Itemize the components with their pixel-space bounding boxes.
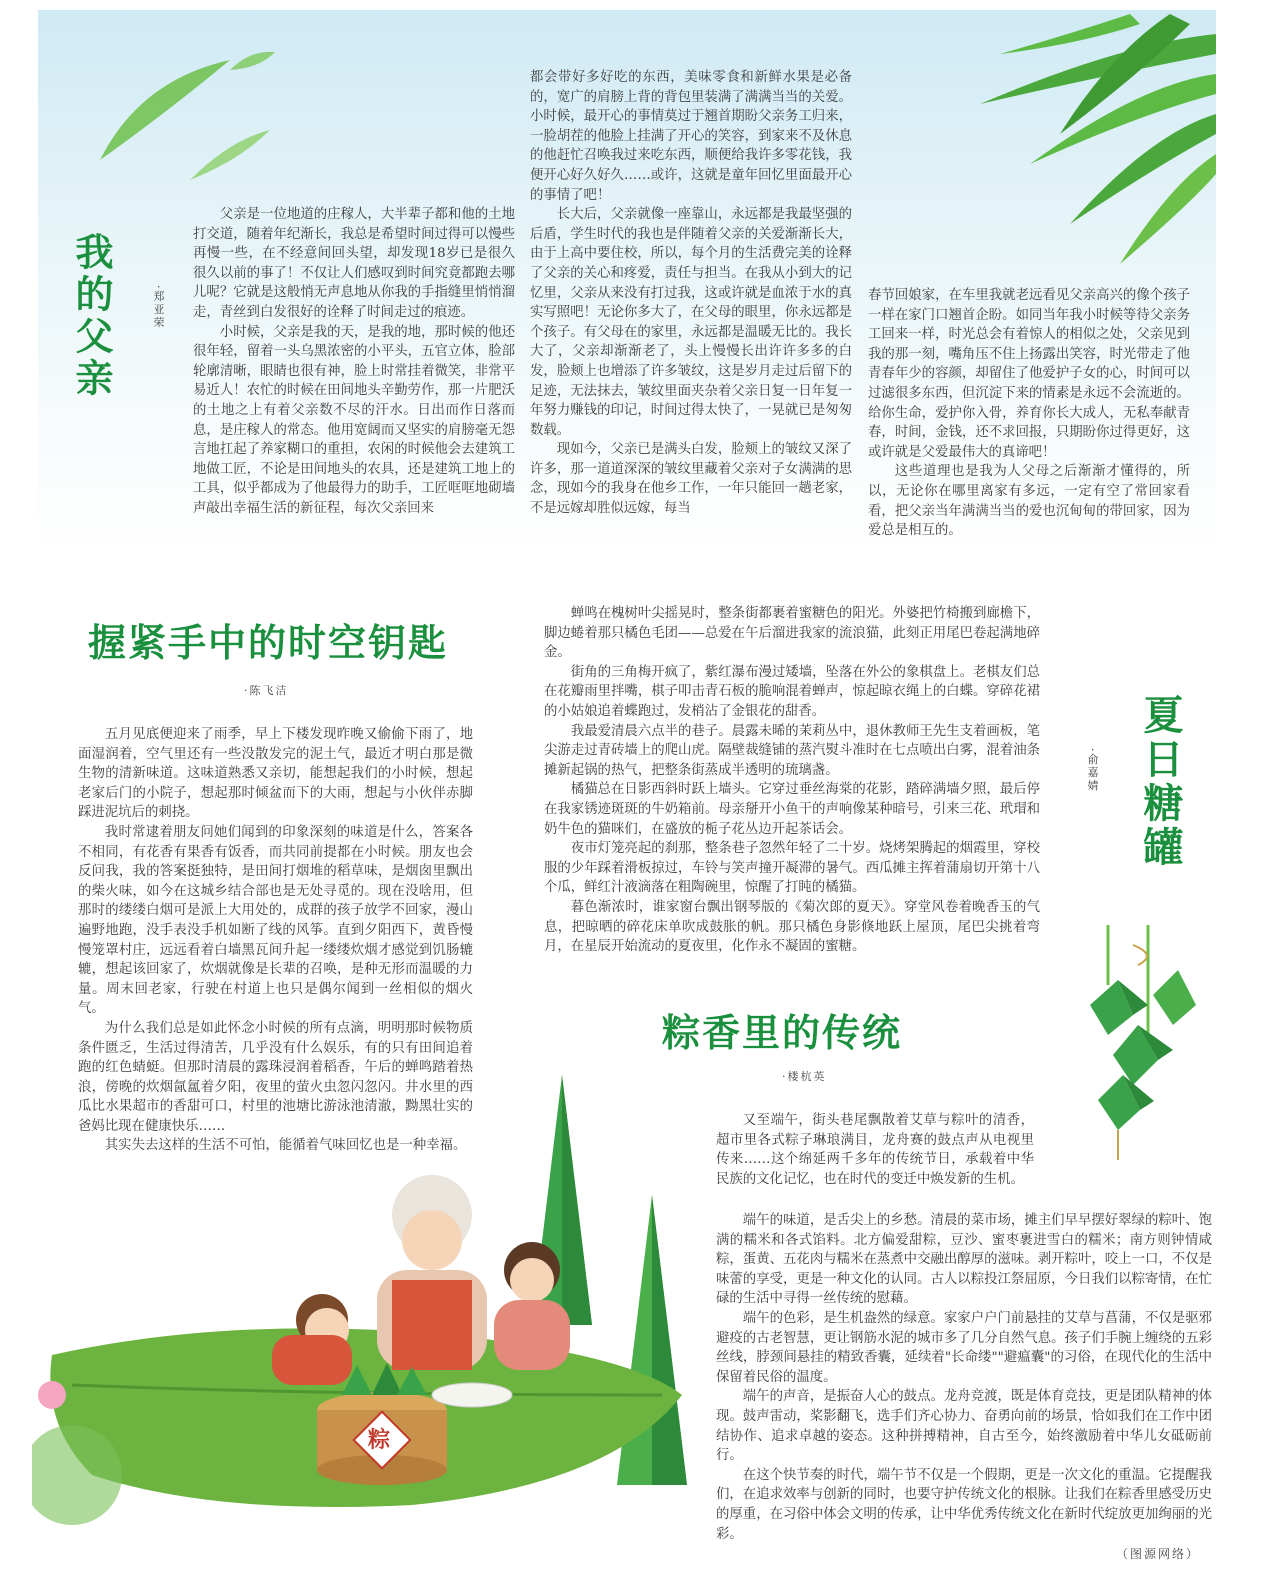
article1-column-1 — [193, 205, 515, 519]
paragraph: 为什么我们总是如此怀念小时候的所有点滴，明明那时候物质条件匮乏，生活过得清苦，几乎没有什么娱乐，有的只有田间追着跑的红色蜻蜓。但那时清晨的露珠浸润着稻香，午后的蝉鸣踏着热浪，傍晚的炊烟氤氲着夕阳，夜里的萤火虫忽闪忽闪。井水里的西瓜比水果超市的香甜可口，村里的池塘比游泳池清澈，黝黑壮实的爸妈比现在健康快乐…… — [78, 1020, 473, 1134]
paragraph: 街角的三角梅开疯了，紫红瀑布漫过矮墙，坠落在外公的象棋盘上。老棋友们总在花瓣雨里拌嘴，棋子叩击青石板的脆响混着蝉声，惊起晾衣绳上的白蝶。穿碎花裙的小姑娘追着蝶跑过，发梢沾了金银花的甜香。 — [544, 664, 1040, 719]
article3-author: ·俞嘉婧 — [1086, 748, 1099, 793]
paragraph: 这些道理也是我为人父母之后渐渐才懂得的，所以，无论你在哪里离家有多远，一定有空了常回家看看，把父亲当年满满当当的爱也沉甸甸的带回家，因为爱总是相互的。 — [868, 464, 1190, 539]
article1-column-2 — [530, 68, 852, 519]
hanging-zongzi-decoration — [1078, 925, 1208, 1165]
paragraph: 端午的色彩，是生机盎然的绿意。家家户户门前悬挂的艾草与菖蒲，不仅是驱邪避疫的古老智慧，更让钢筋水泥的城市多了几分自然气息。孩子们手腕上缠绕的五彩丝线，脖颈间悬挂的精致香囊，延续着"长命缕""避瘟囊"的习俗，在现代化的生活中保留着民俗的温度。 — [716, 1310, 1212, 1385]
paragraph: 父亲是一位地道的庄稼人，大半辈子都和他的土地打交道，随着年纪渐长，我总是希望时间过得可以慢些再慢一些，在不经意间回头望，却发现18岁已是很久很久以前的事了！不仅让人们感叹到时间究竟都跑去哪儿呢？它就是这般悄无声息地从你我的手指缝里悄悄溜走，青丝到白发很好的诠释了时间走过的痕迹。 — [193, 207, 515, 320]
paragraph: 又至端午，街头巷尾飘散着艾草与粽叶的清香，超市里各式粽子琳琅满目，龙舟赛的鼓点声从电视里传来……这个绵延两千多年的传统节日，承载着中华民族的文化记忆，也在时代的变迁中焕发新的生机。 — [716, 1113, 1034, 1187]
paragraph: 小时候，父亲是我的天，是我的地，那时候的他还很年轻，留着一头乌黑浓密的小平头，五官立体，脸部轮廓清晰，眼睛也很有神，脸上时常挂着微笑，非常平易近人！农忙的时候在田间地头辛勤劳作，那一片肥沃的土地之上有着父亲数不尽的汗水。日出而作日落而息，是庄稼人的常态。他用宽阔而又坚实的肩膀毫无怨言地扛起了养家糊口的重担，农闲的时候他会去建筑工地做工匠，不论是田间地头的农具，还是建筑工地上的工具，似乎都成为了他最得力的助手，工匠哐哐地砌墙声敲出幸福生活的新征程，每次父亲回来 — [193, 324, 515, 516]
bamboo-leaves-decoration — [940, 14, 1216, 274]
paragraph: 夜市灯笼亮起的刹那，整条巷子忽然年轻了二十岁。烧烤架腾起的烟霞里，穿校服的少年踩着滑板掠过，车铃与笑声撞开凝滞的暑气。西瓜摊主挥着蒲扇切开第十八个瓜，鲜红汁液滴落在粗陶碗里，惊醒了打盹的橘猫。 — [544, 841, 1040, 896]
article1-author: ·郑亚荣 — [152, 285, 165, 330]
zongzi-family-illustration — [32, 1065, 712, 1540]
article3-body — [544, 604, 1040, 957]
article1-title: 我的父亲 — [69, 232, 113, 400]
paragraph: 端午的声音，是振奋人心的鼓点。龙舟竞渡，既是体育竞技，更是团队精神的体现。鼓声雷动，桨影翻飞，选手们齐心协力、奋勇向前的场景，恰如我们在工作中团结协作、追求卓越的姿态。这种拼搏精神，自古至今，始终激励着中华儿女砥砺前行。 — [716, 1389, 1212, 1464]
paragraph: 长大后，父亲就像一座靠山，永远都是我最坚强的后盾，学生时代的我也是伴随着父亲的关爱渐渐长大，由于上高中要住校，所以，每个月的生活费完美的诠释了父亲的关心和疼爱，责任与担当。在我从小到大的记忆里，父亲从来没有打过我，这或许就是血浓于水的真实写照吧！无论你多大了，在父母的眼里，你永远都是个孩子。有父母在的家里，永远都是温暖无比的。我长大了，父亲却渐渐老了，头上慢慢长出许许多多的白发，脸颊上也增添了许多皱纹，这是岁月走过后留下的足迹，无法抹去，皱纹里面夹杂着父亲日复一日年复一年努力赚钱的印记，时间过得太快了，一晃就已是匆匆数载。 — [530, 207, 852, 438]
article4-body — [716, 1211, 1212, 1544]
paragraph: 春节回娘家，在车里我就老远看见父亲高兴的像个孩子一样在家门口翘首企盼。如同当年我小时候等待父亲务工回来一样，时光总会有着惊人的相似之处，父亲见到我的那一刻，嘴角压不住上扬露出笑容，时光带走了他青春年少的容颜，却留住了他爱护子女的心，时间可以过滤很多东西，但沉淀下来的情素是永远不会流逝的。给你生命，爱护你入骨，养育你长大成人，无私奉献青春，时间，金钱，还不求回报，只期盼你过得更好，这或许就是父爱最伟大的真谛吧！ — [868, 288, 1190, 460]
article3-title: 夏日糖罐 — [1137, 694, 1183, 870]
paragraph: 五月见底便迎来了雨季，早上下楼发现昨晚又偷偷下雨了，地面湿润着，空气里还有一些没散发完的泥土气，最近才明白那是微生物的清新味道。这味道熟悉又亲切，能想起我们的小时候，想起老家后门的小院子，想起那时倾盆而下的大雨，想起与小伙伴赤脚踩进泥坑后的刺挠。 — [78, 727, 473, 821]
paragraph: 其实失去这样的生活不可怕，能循着气味回忆也是一种幸福。 — [104, 1138, 467, 1154]
image-credit: （图源网络） — [1116, 1547, 1201, 1561]
paragraph: 都会带好多好吃的东西，美味零食和新鲜水果是必备的，宽广的肩膀上背的背包里装满了满满当当的关爱。小时候，最开心的事情莫过于翘首期盼父亲务工归来，一脸胡茬的他脸上挂满了开心的笑容，到家来不及休息的他赶忙召唤我过来吃东西，顺便给我许多零花钱，我便开心好久好久……或许，这就是童年回忆里面最开心的事情了吧！ — [530, 70, 852, 203]
paragraph: 橘猫总在日影西斜时跃上墙头。它穿过垂丝海棠的花影，踏碎满墙夕照，最后停在我家锈迹斑斑的牛奶箱前。母亲掰开小鱼干的声响像某种暗号，引来三花、玳瑁和奶牛色的猫咪们，在盛放的栀子花丛边开起茶话会。 — [544, 782, 1040, 837]
article2-title: 握紧手中的时空钥匙 — [88, 621, 449, 665]
paragraph: 端午的味道，是舌尖上的乡愁。清晨的菜市场，摊主们早早摆好翠绿的粽叶、饱满的糯米和各式馅料。北方偏爱甜粽，豆沙、蜜枣裹进雪白的糯米；南方则钟情咸粽，蛋黄、五花肉与糯米在蒸煮中交融出醇厚的滋味。剥开粽叶，咬上一口，不仅是味蕾的享受，更是一种文化的认同。古人以粽投江祭屈原，今日我们以粽寄情，在忙碌的生活中寻得一丝传统的慰藉。 — [716, 1213, 1212, 1307]
paragraph: 在这个快节奏的时代，端午节不仅是一个假期，更是一次文化的重温。它提醒我们，在追求效率与创新的同时，也要守护传统文化的根脉。让我们在粽香里感受历史的厚重，在习俗中体会文明的传承，让中华优秀传统文化在新时代绽放更加绚丽的光彩。 — [716, 1467, 1212, 1542]
paragraph: 蝉鸣在槐树叶尖摇晃时，整条街都裹着蜜糖色的阳光。外婆把竹椅搬到廊檐下，脚边蜷着那只橘色毛团——总爱在午后溜进我家的流浪猫，此刻正用尾巴卷起满地碎金。 — [544, 606, 1040, 661]
article1-column-3 — [868, 286, 1190, 541]
article4-title: 粽香里的传统 — [662, 1011, 903, 1055]
article4-author: ·楼杭英 — [782, 1070, 827, 1083]
paragraph: 暮色渐浓时，谁家窗台飘出钢琴版的《菊次郎的夏天》。穿堂风卷着晚香玉的气息，把晾晒的碎花床单吹成鼓胀的帆。那只橘色身影倏地跃上屋顶，尾巴尖挑着弯月，在星辰开始流动的夏夜里，化作永不凝固的蜜糖。 — [544, 899, 1040, 955]
falling-leaves-decoration — [80, 40, 280, 190]
article2-author: ·陈飞洁 — [244, 684, 289, 697]
paragraph: 我最爱清晨六点半的巷子。晨露未晞的茉莉丛中，退休教师王先生支着画板，笔尖游走过青砖墙上的爬山虎。隔壁裁缝铺的蒸汽熨斗准时在七点喷出白雾，混着油条摊新起锅的热气，把整条街蒸成半透明的琉璃盏。 — [544, 723, 1040, 778]
paragraph: 我时常逮着朋友问她们闻到的印象深刻的味道是什么，答案各不相同，有花香有果香有饭香，而共同前提都在小时候。朋友也会反问我，我的答案挺独特，是田间打烟堆的稻草味，是烟囱里飘出的柴火味，如今在这城乡结合部也是无处寻觅的。现在没啥用，但那时的缕缕白烟可是派上大用处的，成群的孩子放学不回家，漫山遍野地跑，没手表没手机如断了线的风筝。直到夕阳西下，黄昏慢慢笼罩村庄，远远看着白墙黑瓦间升起一缕缕炊烟才感觉到饥肠辘辘，想起该回家了，炊烟就像是长辈的召唤，是种无形而温暖的力量。周末回老家，行驶在村道上也只是偶尔闻到一丝相似的烟火气。 — [78, 824, 473, 1017]
article4-body-top — [716, 1111, 1034, 1189]
basket-label: 粽 — [368, 1428, 391, 1453]
paragraph: 现如今，父亲已是满头白发，脸颊上的皱纹又深了许多，那一道道深深的皱纹里藏着父亲对子女满满的思念，现如今的我身在他乡工作，一年只能回一趟老家，不是远嫁却胜似远嫁，每当 — [530, 442, 852, 517]
